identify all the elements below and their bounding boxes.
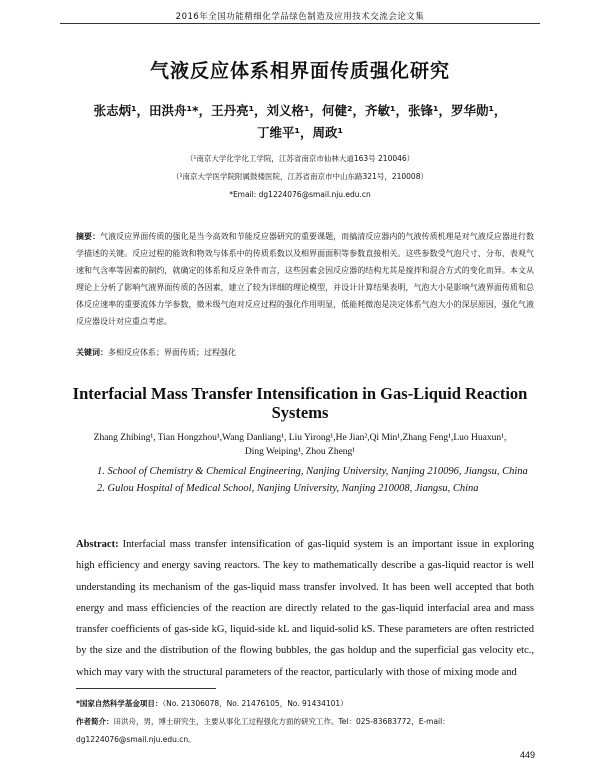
chinese-abstract-label: 摘要： bbox=[76, 232, 101, 241]
english-title-line2: Systems bbox=[271, 403, 329, 422]
english-title-line1: Interfacial Mass Transfer Intensification in Gas-Liquid Reaction bbox=[72, 384, 528, 403]
funding-text: （No. 21306078，No. 21476105，No. 91434101） bbox=[162, 699, 348, 708]
running-header: 2016年全国功能精细化学品绿色制造及应用技术交流会论文集 bbox=[175, 12, 425, 22]
chinese-authors-line1: 张志炳¹，田洪舟¹*，王丹亮¹，刘义格¹，何健²，齐敏¹，张锋¹，罗华勋¹， bbox=[93, 103, 507, 118]
english-abstract-label: Abstract: bbox=[76, 539, 119, 550]
footnote-rule bbox=[76, 688, 216, 689]
english-abstract bbox=[76, 534, 534, 683]
english-authors-line2: Ding Weiping¹, Zhou Zheng¹ bbox=[244, 447, 356, 457]
chinese-keywords bbox=[76, 347, 534, 358]
page-number: 449 bbox=[520, 750, 536, 760]
author-bio-note bbox=[76, 713, 534, 749]
english-authors bbox=[80, 431, 520, 459]
english-affiliation-1: 1. School of Chemistry & Chemical Engineering, Nanjing University, Nanjing 210096, Jiangsu, China bbox=[97, 466, 528, 477]
chinese-abstract bbox=[76, 228, 534, 330]
chinese-affiliation-1: （¹南京大学化学化工学院，江苏省南京市仙林大道163号 210046） bbox=[185, 154, 415, 163]
chinese-authors-line2: 丁维平¹，周政¹ bbox=[257, 125, 343, 140]
chinese-keywords-label: 关键词： bbox=[76, 348, 108, 357]
header-rule bbox=[60, 23, 540, 24]
chinese-title: 气液反应体系相界面传质强化研究 bbox=[149, 60, 450, 82]
funding-label: *国家自然科学基金项目： bbox=[76, 699, 163, 708]
author-bio-label: 作者简介： bbox=[76, 717, 114, 726]
chinese-abstract-text: 气液反应界面传质的强化是当今高效和节能反应器研究的重要课题，而搞清反应器内的气液传质机理是对气液反应器进行数学描述的关键。反应过程的能效和物效与体系中的传质系数以及相界面面积等参数直接相关。这些参数受气泡尺寸、分布、表观气速和气含率等因素的制约，就确定的体系和反应条件而言，这些因素会因反应器的结构尤其是搅拌和混合方式的变化而异。本文从理论上分析了影响气液界面传质的各因素，建立了较为详细的理论模型，并设计计算结果表明，气泡大小是影响气液界面传质和总体反应速率的重要流体力学参数，微米级气泡对反应过程的强化作用明显，低能耗微泡是决定体系气泡大小的深层原因，强化气液反应器设计对应重点考虑。 bbox=[76, 232, 534, 326]
english-abstract-text: Interfacial mass transfer intensification of gas-liquid system is an important issue in exploring high efficiency and energy saving reactors. The key to mathematically describe a gas-liquid reactor is well understanding its mechanism of the gas-liquid mass transfer involved. It has been well accepted that both energy and mass efficiencies of the reaction are directly related to the gas-liquid interfacial area and mass transfer coefficients of gas-side kG, liquid-side kL and liquid-solid kS. These parameters are often restricted by the size and the distribution of the flowing bubbles, the gas holdup and the superficial gas velocity etc., which may vary with the structural parameters of the reactor, particularly with those of mixing mode and bbox=[76, 539, 535, 678]
english-affiliation-2: 2. Gulou Hospital of Medical School, Nanjing University, Nanjing 210008, Jiangsu, China bbox=[97, 483, 479, 494]
chinese-affiliation-2: （²南京大学医学院附属鼓楼医院，江苏省南京市中山东路321号，210008） bbox=[172, 172, 428, 181]
chinese-affiliations bbox=[0, 150, 600, 204]
funding-note bbox=[76, 695, 534, 713]
chinese-keywords-text: 多相反应体系；界面传质；过程强化 bbox=[108, 348, 236, 357]
chinese-authors bbox=[70, 100, 530, 144]
footnotes bbox=[76, 695, 534, 749]
author-bio-text: 田洪舟，男，博士研究生，主要从事化工过程强化方面的研究工作。Tel：025-83683772，E-mail：dg1224076@smail.nju.edu.cn。 bbox=[76, 717, 450, 744]
english-affiliations bbox=[97, 463, 547, 497]
english-title bbox=[0, 384, 600, 422]
corresponding-email: *Email: dg1224076@smail.nju.edu.cn bbox=[229, 190, 371, 199]
english-authors-line1: Zhang Zhibing¹, Tian Hongzhou¹,Wang Danliang¹, Liu Yirong¹,He Jian²,Qi Min¹,Zhang Feng¹,Luo Huaxun¹, bbox=[93, 433, 507, 443]
